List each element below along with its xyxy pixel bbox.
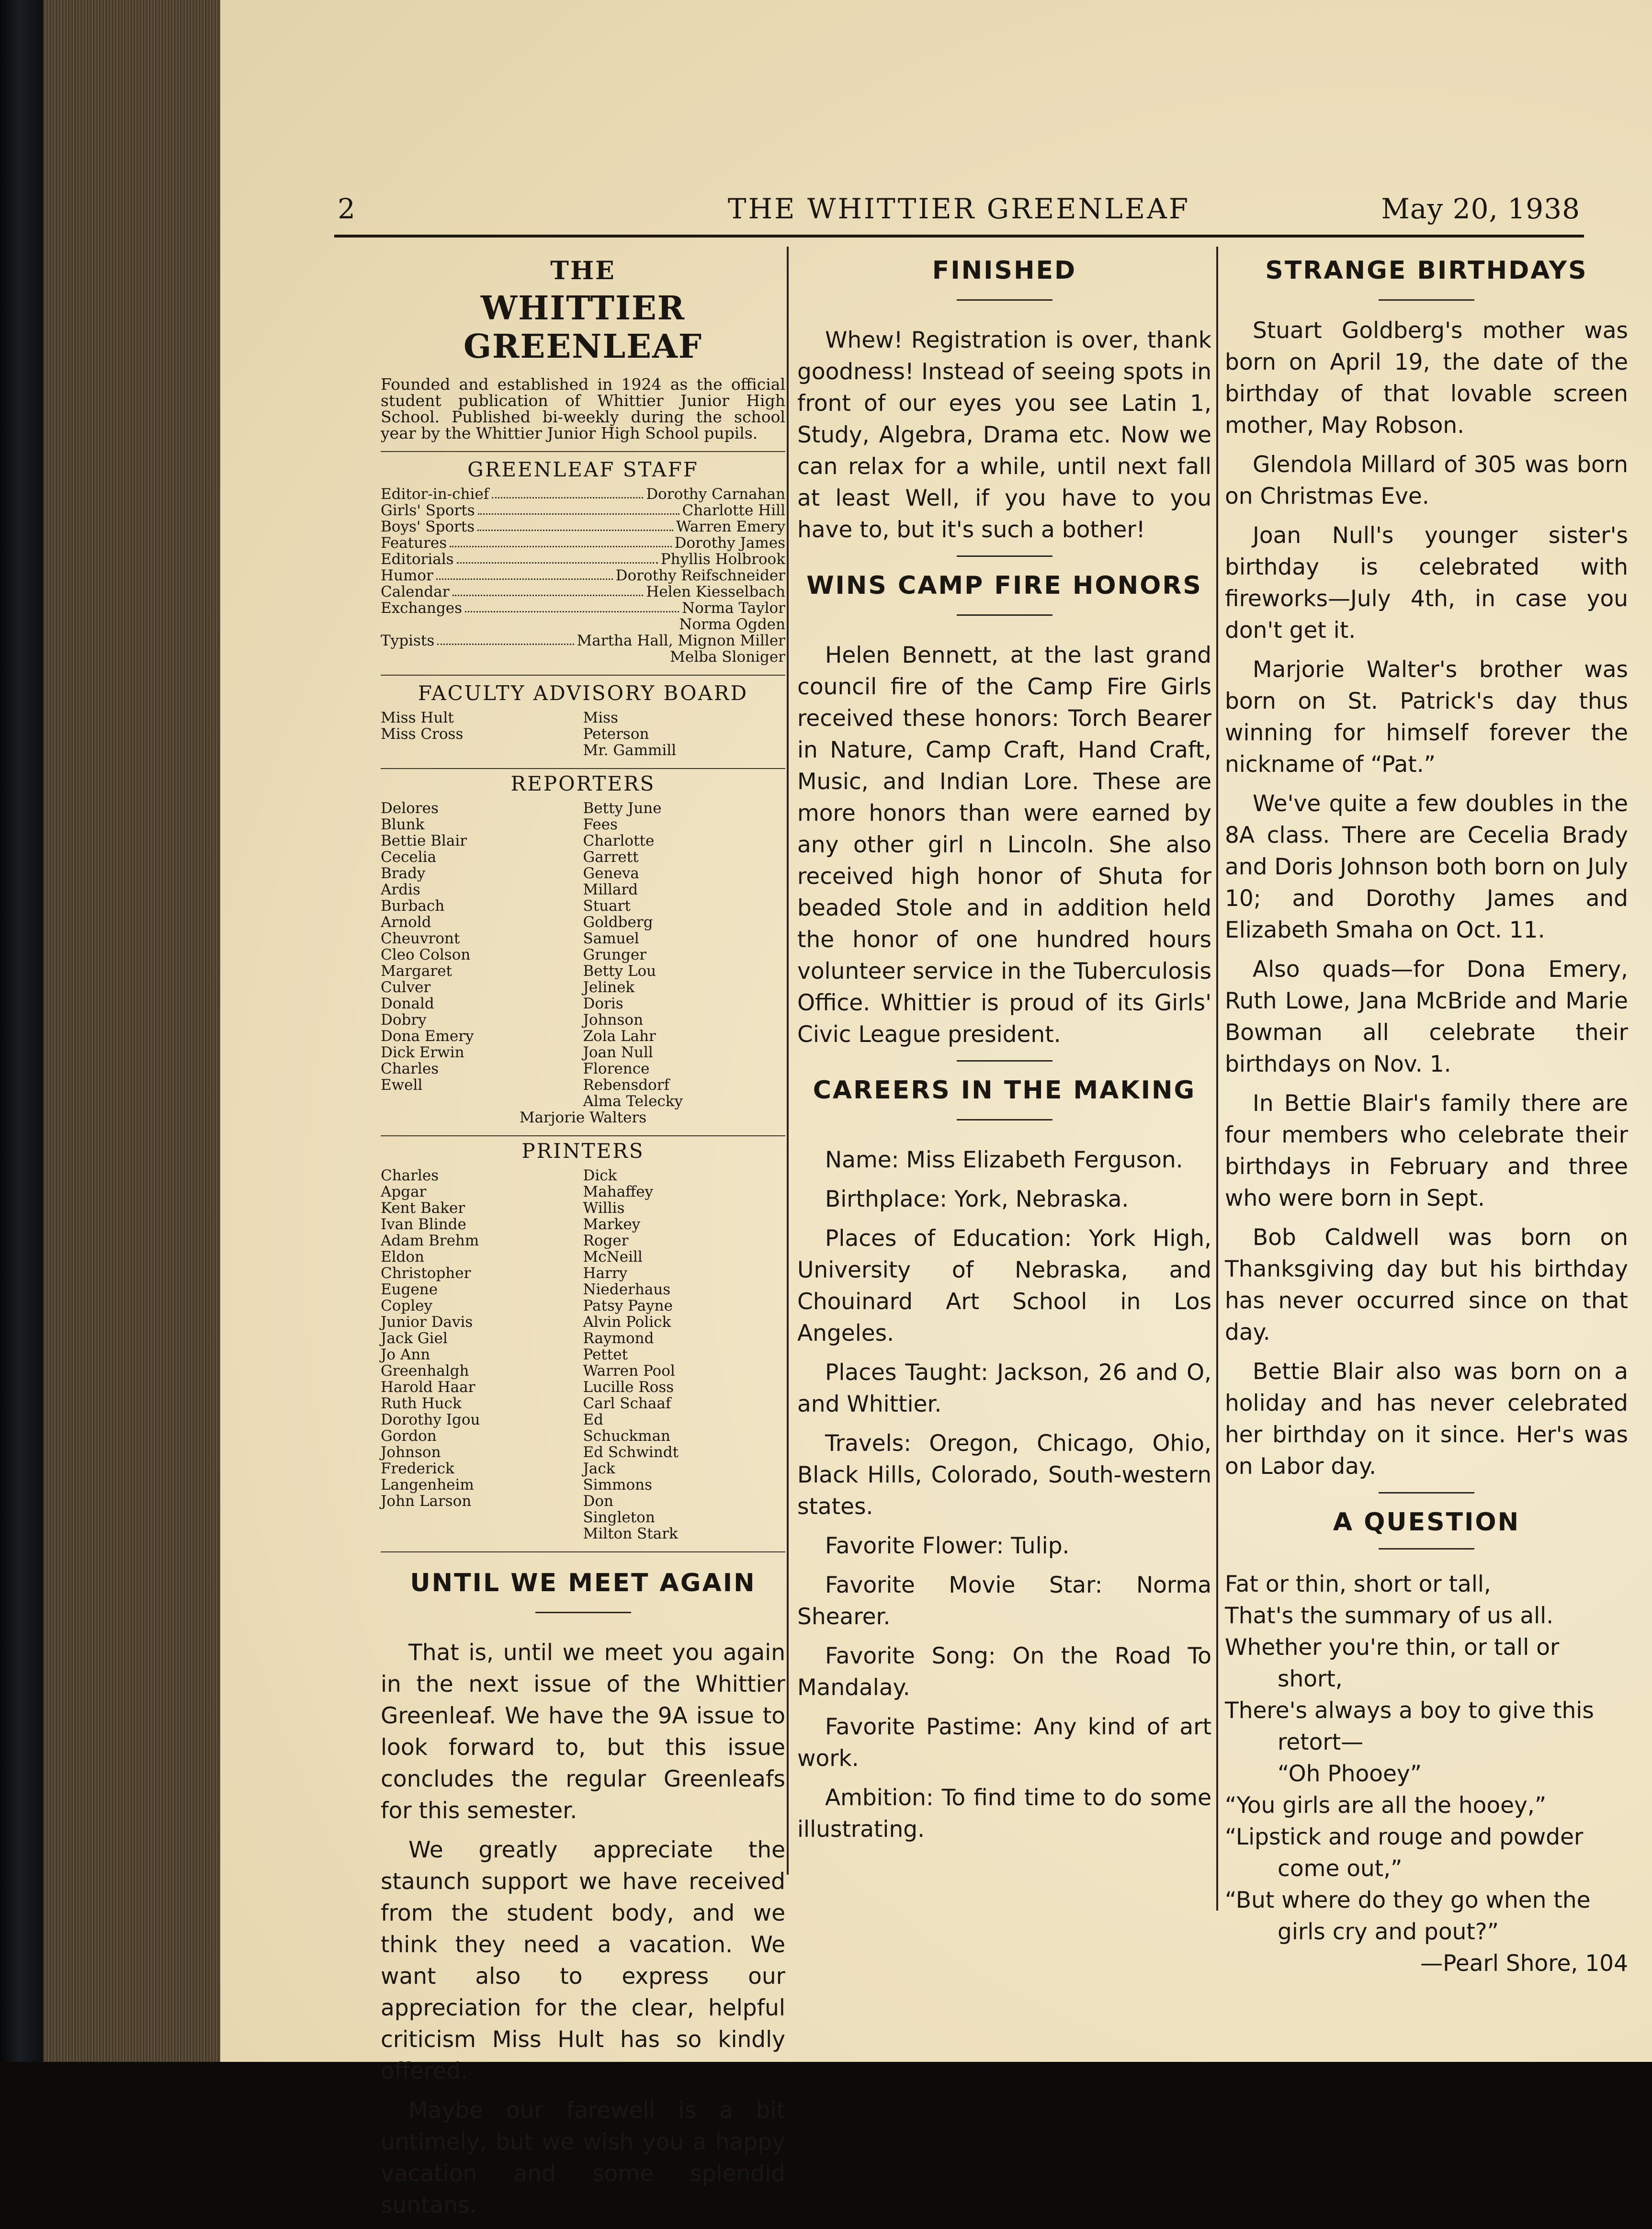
reporter-name: Joan Null [583, 1044, 653, 1061]
article-body-camp-fire [797, 640, 1211, 1051]
printer-name: Eldon Christopher [381, 1248, 471, 1282]
leader-dots [465, 600, 679, 612]
leader-dots [436, 567, 613, 580]
divider [381, 451, 785, 452]
poem-line: “Oh Phooey” [1278, 1761, 1422, 1787]
article-title-until-we-meet: UNTIL WE MEET AGAIN [410, 1569, 756, 1597]
article-paragraph: Birthplace: York, Nebraska. [825, 1186, 1129, 1212]
title-rule [957, 614, 1052, 616]
article-body-finished [797, 325, 1211, 546]
printer-name: Raymond Pettet [583, 1330, 654, 1363]
reporter-name: Delores Blunk [381, 800, 439, 833]
article-paragraph: Maybe our farewell is a bit untimely, but we wish you a happy vacation and some splendid suntans. [381, 2097, 785, 2218]
staff-row [381, 600, 785, 616]
masthead-title-line2: WHITTIER GREENLEAF [463, 289, 703, 366]
divider [381, 1551, 785, 1552]
reporter-name: Zola Lahr [583, 1028, 656, 1045]
article-paragraph: We've quite a few doubles in the 8A class. There are Cecelia Brady and Doris Johnson both born on July 10; and Dorothy James and Elizabeth Smaha on Oct. 11. [1225, 791, 1628, 943]
printer-name: Ed Schuckman [583, 1411, 671, 1445]
staff-name: Norma Taylor [681, 600, 785, 617]
printer-name: Ruth Huck [381, 1395, 462, 1412]
article-paragraph: Ambition: To find time to do some illustrating. [797, 1785, 1211, 1843]
article-body-careers [797, 1144, 1211, 1845]
printer-name: Harold Haar [381, 1379, 475, 1396]
printer-name: Junior Davis [381, 1313, 473, 1331]
printer-name: Jack Simmons [583, 1460, 652, 1494]
article-paragraph: Also quads—for Dona Emery, Ruth Lowe, Jana McBride and Marie Bowman all celebrate their birthdays on Nov. 1. [1225, 956, 1628, 1077]
title-rule [957, 299, 1052, 301]
reporter-name: Margaret Culver [381, 962, 452, 996]
article-paragraph: Bettie Blair also was born on a holiday and has never celebrated her birthday on it since. Her's was on Labor day. [1225, 1358, 1628, 1480]
title-rule [535, 1612, 631, 1613]
divider [381, 1135, 785, 1136]
printer-name: Willis Markey [583, 1199, 641, 1233]
article-paragraph: Places Taught: Jackson, 26 and O, and Whittier. [797, 1359, 1211, 1417]
article-body-birthdays [1225, 315, 1628, 1482]
faculty-name: Miss Hult [381, 709, 454, 726]
staff-name: Norma Ogden [679, 616, 785, 633]
leader-dots [453, 584, 644, 596]
printer-name: Alvin Polick [583, 1313, 671, 1331]
poem-line: retort— [1278, 1729, 1364, 1755]
reporter-name: Betty Lou Jelinek [583, 962, 656, 996]
printer-name: Don Singleton [583, 1493, 655, 1526]
poem-line: Fat or thin, short or tall, [1225, 1571, 1491, 1597]
staff-name: Martha Hall, Mignon Miller [577, 632, 785, 649]
column-3 [1225, 247, 1628, 1980]
reporter-name: Alma Telecky [583, 1093, 683, 1110]
poem-signature: —Pearl Shore, 104 [1420, 1950, 1628, 1977]
reporter-name: Ardis Burbach [381, 881, 445, 915]
reporter-name: Stuart Goldberg [583, 897, 653, 931]
poem-line: There's always a boy to give this [1225, 1697, 1594, 1724]
reporter-name: Cleo Colson [381, 946, 471, 963]
article-rule [957, 555, 1052, 557]
staff-role: Calendar [381, 583, 450, 600]
staff-name: Warren Emery [676, 518, 785, 535]
article-rule [957, 1060, 1052, 1062]
leader-dots [478, 502, 679, 515]
staff-row [381, 633, 785, 649]
staff-role: Boys' Sports [381, 518, 475, 535]
staff-heading: GREENLEAF STAFF [467, 458, 699, 481]
article-paragraph: Glendola Millard of 305 was born on Christmas Eve. [1225, 452, 1628, 509]
poem-line: “Lipstick and rouge and powder [1225, 1824, 1584, 1850]
printer-name: Charles Apgar [381, 1167, 439, 1200]
article-title-question: A QUESTION [1333, 1508, 1520, 1537]
article-title-camp-fire: WINS CAMP FIRE HONORS [806, 571, 1202, 600]
column-divider-2 [1216, 247, 1218, 1911]
article-paragraph: Marjorie Walter's brother was born on St. Patrick's day thus winning for himself forever the nickname of “Pat.” [1225, 656, 1628, 778]
divider [381, 768, 785, 769]
reporter-name: Cecelia Brady [381, 849, 437, 882]
printer-name: John Larson [381, 1493, 472, 1510]
staff-role: Features [381, 534, 447, 552]
poem-body [1225, 1569, 1628, 1948]
reporter-name: Geneva Millard [583, 865, 639, 898]
staff-name: Dorothy Reifschneider [615, 567, 785, 584]
reporter-name: Samuel Grunger [583, 930, 647, 963]
reporter-name: Donald Dobry [381, 995, 434, 1029]
staff-name: Dorothy Carnahan [646, 486, 785, 503]
faculty-name: Miss Cross [381, 725, 464, 743]
book-binding [0, 0, 43, 2062]
article-paragraph: Favorite Song: On the Road To Mandalay. [797, 1643, 1211, 1701]
article-paragraph: Name: Miss Elizabeth Ferguson. [825, 1147, 1183, 1173]
reporter-name: Doris Johnson [583, 995, 644, 1029]
article-title-finished: FINISHED [932, 256, 1077, 285]
masthead-description: Founded and established in 1924 as the official student publication of Whittier Junior High School. Published bi-weekly during the school year by the Whittier Junior High School pupils. [381, 375, 785, 442]
printer-name: Kent Baker [381, 1199, 465, 1217]
staff-row [381, 535, 785, 551]
reporter-name: Dona Emery [381, 1028, 474, 1045]
article-paragraph: We greatly appreciate the staunch support we have received from the student body, and we think they need a vacation. We want also to express our appreciation for the clear, helpful criticism Miss Hult has so kindly offered. [381, 1837, 785, 2084]
article-paragraph: Whew! Registration is over, thank goodness! Instead of seeing spots in front of our eyes you see Latin 1, Study, Algebra, Drama etc. Now we can relax for a while, until next fall at least Well, if you have to you have to, but it's such a bother! [797, 327, 1211, 543]
masthead-title-line1: THE [550, 256, 616, 285]
printer-name: Warren Pool [583, 1362, 675, 1380]
page-number: 2 [338, 192, 356, 225]
column-divider-1 [787, 247, 789, 1875]
reporter-name: Charlotte Garrett [583, 832, 655, 866]
printer-name: Lucille Ross [583, 1379, 674, 1396]
poem-line: come out,” [1278, 1856, 1403, 1882]
reporter-name: Dick Erwin [381, 1044, 464, 1061]
staff-role: Exchanges [381, 600, 462, 617]
article-paragraph: That is, until we meet you again in the next issue of the Whittier Greenleaf. We have the 9A issue to look forward to, but this issue concludes the regular Greenleafs for this semester. [381, 1640, 785, 1824]
staff-name: Helen Kiesselbach [646, 583, 785, 600]
divider [381, 675, 785, 676]
title-rule [957, 1119, 1052, 1120]
leader-dots [457, 551, 658, 564]
reporter-name: Arnold Cheuvront [381, 914, 460, 947]
article-paragraph: Favorite Flower: Tulip. [825, 1533, 1070, 1559]
poem-line: girls cry and pout?” [1278, 1919, 1499, 1945]
staff-name: Dorothy James [674, 534, 785, 552]
article-paragraph: Bob Caldwell was born on Thanksgiving day but his birthday has never occurred since on that day. [1225, 1224, 1628, 1346]
newspaper-page [220, 0, 1652, 2218]
printer-name: Roger McNeill [583, 1232, 643, 1266]
article-title-careers: CAREERS IN THE MAKING [813, 1076, 1196, 1105]
reporter-name: Charles Ewell [381, 1060, 439, 1094]
header-rule [334, 235, 1584, 238]
printers-heading: PRINTERS [521, 1139, 645, 1163]
reporter-name: Marjorie Walters [519, 1109, 647, 1126]
article-paragraph: In Bettie Blair's family there are four members who celebrate their birthdays in February and three who were born in Sept. [1225, 1090, 1628, 1211]
article-paragraph: Travels: Oregon, Chicago, Ohio, Black Hills, Colorado, South-western states. [797, 1430, 1211, 1520]
article-paragraph: Favorite Movie Star: Norma Shearer. [797, 1572, 1211, 1630]
printer-name: Jack Giel [381, 1330, 448, 1347]
printer-name: Patsy Payne [583, 1297, 673, 1314]
staff-list [381, 486, 785, 665]
reporters-list [381, 800, 785, 1109]
staff-row [381, 584, 785, 600]
staff-row [381, 486, 785, 502]
newspaper-title: THE WHITTIER GREENLEAF [727, 192, 1190, 225]
poem-line: Whether you're thin, or tall or [1225, 1634, 1560, 1661]
column-1 [381, 247, 785, 2229]
staff-role: Editorials [381, 551, 454, 568]
staff-role: Humor [381, 567, 433, 584]
faculty-name: Mr. Gammill [583, 742, 677, 759]
poem-line: “You girls are all the hooey,” [1225, 1792, 1547, 1819]
staff-name: Charlotte Hill [682, 502, 785, 519]
faculty-name: Miss Peterson [583, 709, 649, 743]
title-rule [1379, 1548, 1474, 1550]
article-paragraph: Helen Bennett, at the last grand council fire of the Camp Fire Girls received these honors: Torch Bearer in Nature, Camp Craft, Hand Craft, Music, and Indian Lore. These are more honors than were earned by any other girl n Lincoln. She also received high honor of Shuta for beaded Stole and in addition held the honor of one hundred hours volunteer service in the Tuberculosis Office. Whittier is proud of its Girls' Civic League president. [797, 642, 1211, 1048]
reporter-name: Florence Rebensdorf [583, 1060, 670, 1094]
article-paragraph: Favorite Pastime: Any kind of art work. [797, 1714, 1211, 1772]
poem-line: short, [1278, 1666, 1343, 1692]
column-2 [797, 247, 1211, 1853]
faculty-list [381, 710, 785, 758]
leader-dots [492, 486, 643, 498]
page-edges [43, 0, 220, 2062]
leader-dots [450, 535, 672, 547]
printers-list [381, 1167, 785, 1542]
staff-role: Editor-in-chief [381, 486, 489, 503]
printer-name: Carl Schaaf [583, 1395, 671, 1412]
reporters-heading: REPORTERS [510, 772, 656, 795]
issue-date: May 20, 1938 [1381, 192, 1580, 225]
printer-name: Jo Ann Greenhalgh [381, 1346, 469, 1380]
printer-name: Adam Brehm [381, 1232, 479, 1249]
reporter-name: Bettie Blair [381, 832, 467, 849]
staff-role: Girls' Sports [381, 502, 475, 519]
staff-row [381, 649, 785, 665]
printer-name: Frederick Langenheim [381, 1460, 474, 1494]
article-paragraph: Places of Education: York High, University of Nebraska, and Chouinard Art School in Los Angeles. [797, 1225, 1211, 1346]
printer-name: Ed Schwindt [583, 1444, 679, 1461]
poem-line: “But where do they go when the [1225, 1887, 1591, 1913]
staff-name: Phyllis Holbrook [660, 551, 785, 568]
staff-row [381, 567, 785, 584]
leader-dots [437, 633, 574, 645]
printer-name: Harry Niederhaus [583, 1265, 671, 1298]
printer-name: Milton Stark [583, 1525, 678, 1542]
printer-name: Gordon Johnson [381, 1427, 441, 1461]
title-rule [1379, 299, 1474, 301]
staff-row [381, 616, 785, 633]
staff-row [381, 502, 785, 519]
article-paragraph: Joan Null's younger sister's birthday is celebrated with fireworks—July 4th, in case you don't get it. [1225, 522, 1628, 644]
article-body-until-we-meet [381, 1637, 785, 2221]
faculty-heading: FACULTY ADVISORY BOARD [418, 681, 748, 705]
poem-line: That's the summary of us all. [1225, 1603, 1554, 1629]
printer-name: Dorothy Igou [381, 1411, 480, 1428]
article-rule [1379, 1492, 1474, 1494]
printer-name: Ivan Blinde [381, 1216, 466, 1233]
article-paragraph: Stuart Goldberg's mother was born on April 19, the date of the birthday of that lovable screen mother, May Robson. [1225, 317, 1628, 439]
leader-dots [477, 519, 673, 531]
staff-role: Typists [381, 632, 435, 649]
staff-row [381, 519, 785, 535]
printer-name: Eugene Copley [381, 1281, 438, 1314]
reporter-name: Betty June Fees [583, 800, 662, 833]
page-header [338, 192, 1580, 231]
printer-name: Dick Mahaffey [583, 1167, 654, 1200]
staff-name: Melba Sloniger [670, 648, 785, 666]
staff-row [381, 551, 785, 567]
article-title-birthdays: STRANGE BIRTHDAYS [1265, 256, 1588, 285]
